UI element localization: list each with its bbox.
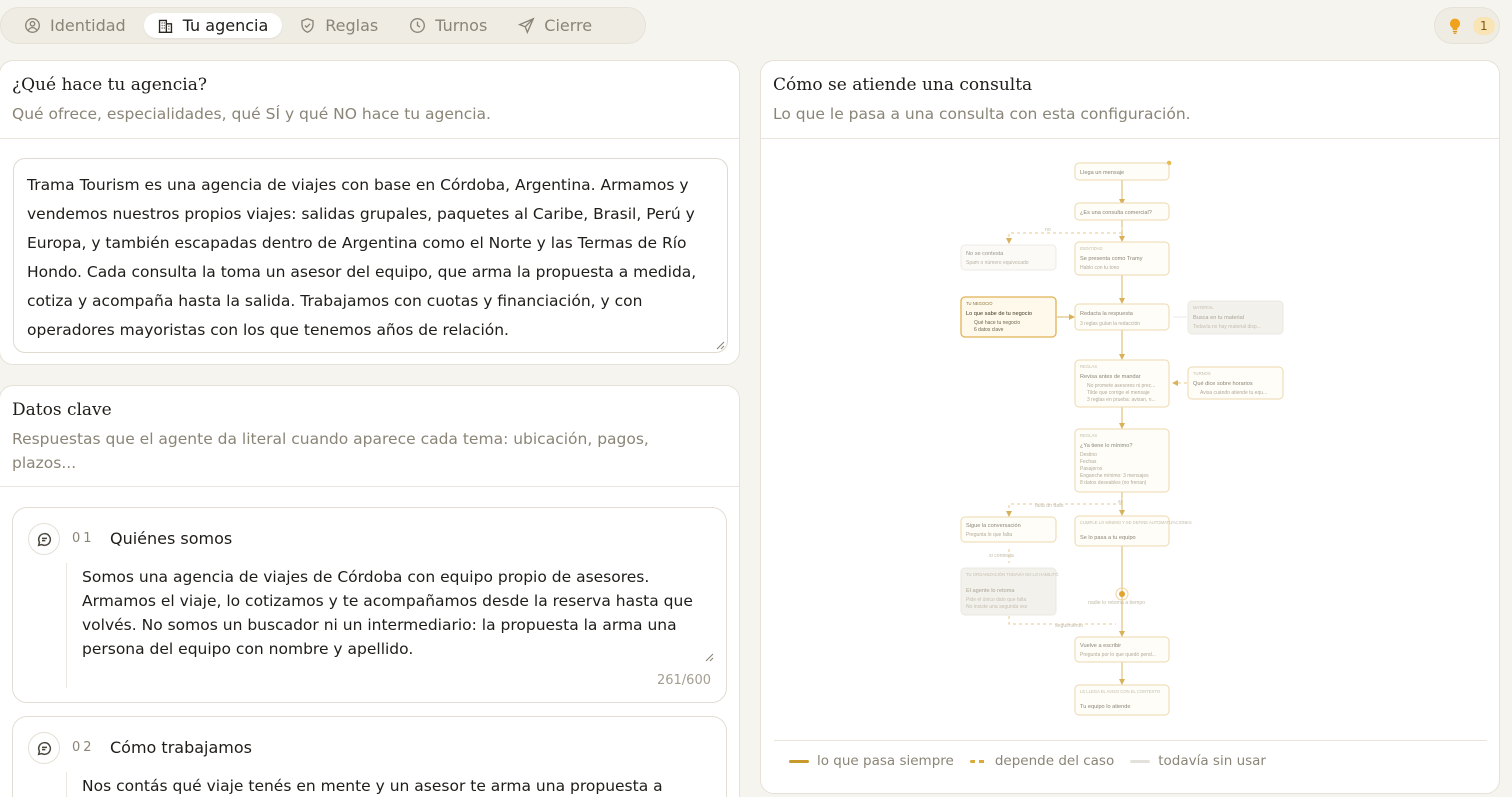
message-icon bbox=[28, 732, 60, 764]
tab-label: Tu agencia bbox=[182, 16, 269, 35]
svg-text:3 reglas en prueba: avisan, n.: 3 reglas en prueba: avisan, n... bbox=[1087, 397, 1156, 403]
key-data-item bbox=[12, 507, 727, 703]
svg-text:Qué hace tu negocio: Qué hace tu negocio bbox=[974, 320, 1021, 326]
svg-text:Pide el único dato que falta: Pide el único dato que falta bbox=[966, 597, 1027, 603]
flow-node bbox=[1075, 685, 1169, 715]
svg-text:REGLAS: REGLAS bbox=[1080, 364, 1097, 369]
tips-button[interactable] bbox=[1434, 7, 1500, 44]
flow-legend bbox=[789, 753, 1282, 769]
svg-text:TURNOS: TURNOS bbox=[1193, 371, 1211, 376]
tab-cierre[interactable] bbox=[505, 13, 606, 38]
item-answer-textarea[interactable]: Somos una agencia de viajes de Córdoba con equipo propio de asesores. Armamos el viaje, lo cotizamos y te acompañamos desde la reserva hasta que volvés. No somos un buscador ni un intermediario: la propuesta la arma una persona del equipo con nombre y apellido. bbox=[82, 565, 714, 662]
tab-reglas[interactable] bbox=[286, 13, 392, 38]
svg-text:TU NEGOCIO: TU NEGOCIO bbox=[966, 301, 993, 306]
flow-node bbox=[961, 568, 1059, 615]
tab-label: Cierre bbox=[544, 16, 593, 35]
legend-item: lo que pasa siempre bbox=[789, 753, 954, 769]
svg-text:3 reglas guían la redacción: 3 reglas guían la redacción bbox=[1080, 321, 1141, 327]
char-counter: 261/600 bbox=[656, 673, 711, 688]
svg-text:Enganche mínimo: 3 mensajes: Enganche mínimo: 3 mensajes bbox=[1080, 473, 1149, 479]
svg-text:Todavía no hay material disp..: Todavía no hay material disp... bbox=[1193, 324, 1261, 330]
svg-text:MATERIAL: MATERIAL bbox=[1193, 305, 1214, 310]
clock-icon bbox=[409, 17, 426, 34]
text-line: cotiza y acompaña hasta la salida. Trabajamos con cuotas y financiación, y con bbox=[27, 292, 643, 310]
svg-text:El agente lo retoma: El agente lo retoma bbox=[966, 588, 1015, 594]
agency-description-card bbox=[0, 60, 740, 365]
svg-text:8 datos deseables (no frenan): 8 datos deseables (no frenan) bbox=[1080, 480, 1147, 486]
card-title: Cómo se atiende una consulta bbox=[773, 75, 1033, 95]
svg-text:Spam o número equivocado: Spam o número equivocado bbox=[966, 260, 1029, 266]
lightbulb-icon bbox=[1446, 17, 1464, 35]
svg-text:¿Ya tiene lo mínimo?: ¿Ya tiene lo mínimo? bbox=[1080, 443, 1133, 449]
item-number: 01 bbox=[72, 531, 95, 546]
edge-label: no bbox=[1045, 227, 1051, 233]
legend-item: depende del caso bbox=[970, 753, 1114, 769]
tab-label: Identidad bbox=[50, 16, 126, 35]
message-icon bbox=[28, 523, 60, 555]
svg-text:No se contesta: No se contesta bbox=[966, 251, 1004, 257]
svg-text:Busca en tu material: Busca en tu material bbox=[1193, 315, 1244, 321]
building-icon bbox=[157, 17, 174, 34]
flow-node bbox=[961, 517, 1056, 542]
resize-handle-icon[interactable] bbox=[704, 652, 714, 662]
svg-text:Pasajeros: Pasajeros bbox=[1080, 466, 1103, 472]
svg-text:Redacta la respuesta: Redacta la respuesta bbox=[1080, 311, 1133, 317]
tab-identidad[interactable] bbox=[11, 13, 140, 38]
item-title[interactable]: Quiénes somos bbox=[110, 529, 233, 548]
item-title[interactable]: Cómo trabajamos bbox=[110, 738, 252, 757]
flow-node bbox=[1075, 516, 1192, 546]
svg-text:Fechas: Fechas bbox=[1080, 459, 1097, 465]
svg-text:TU ORGANIZACIÓN TODAVÍA NO LO: TU ORGANIZACIÓN TODAVÍA NO LO HABILITÓ bbox=[966, 572, 1059, 577]
shield-check-icon bbox=[299, 17, 316, 34]
tab-label: Turnos bbox=[435, 16, 488, 35]
svg-text:IDENTIDAD: IDENTIDAD bbox=[1080, 246, 1103, 251]
svg-text:Pregunta por lo que quedó pend: Pregunta por lo que quedó pend... bbox=[1080, 652, 1156, 658]
svg-text:No insiste una segunda vez: No insiste una segunda vez bbox=[966, 604, 1028, 610]
edge-label: nadie lo retoma a tiempo bbox=[1088, 600, 1146, 606]
item-answer-textarea[interactable]: Nos contás qué viaje tenés en mente y un asesor te arma una propuesta a bbox=[82, 777, 663, 795]
flow-node bbox=[1075, 304, 1169, 330]
svg-text:Sigue la conversación: Sigue la conversación bbox=[966, 523, 1021, 529]
svg-text:6 datos clave: 6 datos clave bbox=[974, 327, 1004, 333]
svg-text:Llega un mensaje: Llega un mensaje bbox=[1080, 170, 1125, 176]
flow-node bbox=[1075, 429, 1169, 492]
key-data-card bbox=[0, 385, 740, 797]
svg-text:LE LLEGA EL AVISO CON EL CONTE: LE LLEGA EL AVISO CON EL CONTEXTO bbox=[1080, 689, 1161, 694]
flow-node bbox=[1075, 360, 1169, 407]
user-icon bbox=[24, 17, 41, 34]
svg-text:Revisa antes de mandar: Revisa antes de mandar bbox=[1080, 374, 1141, 380]
svg-text:Hablo con tu tono: Hablo con tu tono bbox=[1080, 265, 1120, 271]
flow-node bbox=[1188, 367, 1283, 399]
card-subtitle: Lo que le pasa a una consulta con esta configuración. bbox=[773, 105, 1191, 123]
edge-label: si contesta bbox=[989, 553, 1014, 559]
svg-text:¿Es una consulta comercial?: ¿Es una consulta comercial? bbox=[1080, 210, 1152, 216]
edge-label: falta un dato bbox=[1035, 503, 1064, 509]
text-line: Hondo. Cada consulta la toma un asesor del equipo, que arma la propuesta a medida, bbox=[27, 263, 697, 281]
svg-text:REGLAS: REGLAS bbox=[1080, 433, 1097, 438]
card-title: Datos clave bbox=[12, 400, 112, 420]
agency-description-textarea[interactable] bbox=[13, 158, 728, 353]
svg-text:Pregunta lo que falta: Pregunta lo que falta bbox=[966, 532, 1013, 538]
text-line: vendemos nuestros propios viajes: salidas grupales, paquetes al Caribe, Brasil, Perú y bbox=[27, 205, 695, 223]
tab-tu-agencia[interactable] bbox=[144, 13, 283, 38]
edge-label: seguimiento bbox=[1055, 623, 1083, 629]
flow-node bbox=[1075, 242, 1169, 275]
text-line: operadores mayoristas con los que tenemos años de relación. bbox=[27, 321, 509, 339]
legend-item: todavía sin usar bbox=[1130, 753, 1266, 769]
item-number: 02 bbox=[72, 740, 95, 755]
edge-label: sí bbox=[1118, 499, 1123, 505]
flow-card bbox=[760, 60, 1500, 794]
svg-text:Qué dice sobre horarios: Qué dice sobre horarios bbox=[1193, 381, 1253, 387]
svg-text:Se lo pasa a tu equipo: Se lo pasa a tu equipo bbox=[1080, 535, 1136, 541]
card-title: ¿Qué hace tu agencia? bbox=[12, 75, 207, 95]
card-subtitle: Respuestas que el agente da literal cuando aparece cada tema: ubicación, pagos, plazos... bbox=[12, 430, 649, 472]
text-line: Europa, y también escapadas dentro de Argentina como el Norte y las Termas de Río bbox=[27, 234, 687, 252]
text-line: Trama Tourism es una agencia de viajes con base en Córdoba, Argentina. Armamos y bbox=[27, 176, 689, 194]
flow-node bbox=[961, 245, 1056, 270]
svg-text:No promete asesores ni prec...: No promete asesores ni prec... bbox=[1087, 383, 1156, 389]
svg-text:Destino: Destino bbox=[1080, 452, 1097, 458]
svg-text:Lo que sabe de tu negocio: Lo que sabe de tu negocio bbox=[966, 311, 1032, 317]
svg-text:Avisa cuándo atiende tu equ...: Avisa cuándo atiende tu equ... bbox=[1200, 390, 1268, 396]
svg-text:Tilde que corrige el mensaje: Tilde que corrige el mensaje bbox=[1087, 390, 1150, 396]
tab-label: Reglas bbox=[325, 16, 379, 35]
flow-node bbox=[1075, 203, 1169, 220]
key-data-item bbox=[12, 716, 727, 797]
flow-node bbox=[1075, 637, 1169, 662]
flow-node-highlighted bbox=[961, 297, 1056, 337]
tab-turnos[interactable] bbox=[396, 13, 501, 38]
send-icon bbox=[518, 17, 535, 34]
svg-text:Se presenta como Tramy: Se presenta como Tramy bbox=[1080, 256, 1143, 262]
tips-count-badge: 1 bbox=[1473, 17, 1495, 35]
flow-node bbox=[1188, 301, 1283, 334]
svg-text:Vuelve a escribir: Vuelve a escribir bbox=[1080, 643, 1122, 649]
flow-diagram bbox=[761, 151, 1500, 751]
svg-text:Tu equipo lo atiende: Tu equipo lo atiende bbox=[1080, 704, 1131, 710]
card-subtitle: Qué ofrece, especialidades, qué SÍ y qué NO hace tu agencia. bbox=[12, 105, 491, 123]
svg-text:CUMPLE LO MÍNIMO Y SE DEFINE A: CUMPLE LO MÍNIMO Y SE DEFINE AUTOMATIZACIONES bbox=[1080, 520, 1192, 525]
flow-node bbox=[1075, 163, 1169, 180]
section-tabs bbox=[0, 7, 646, 44]
resize-handle-icon[interactable] bbox=[715, 340, 725, 350]
